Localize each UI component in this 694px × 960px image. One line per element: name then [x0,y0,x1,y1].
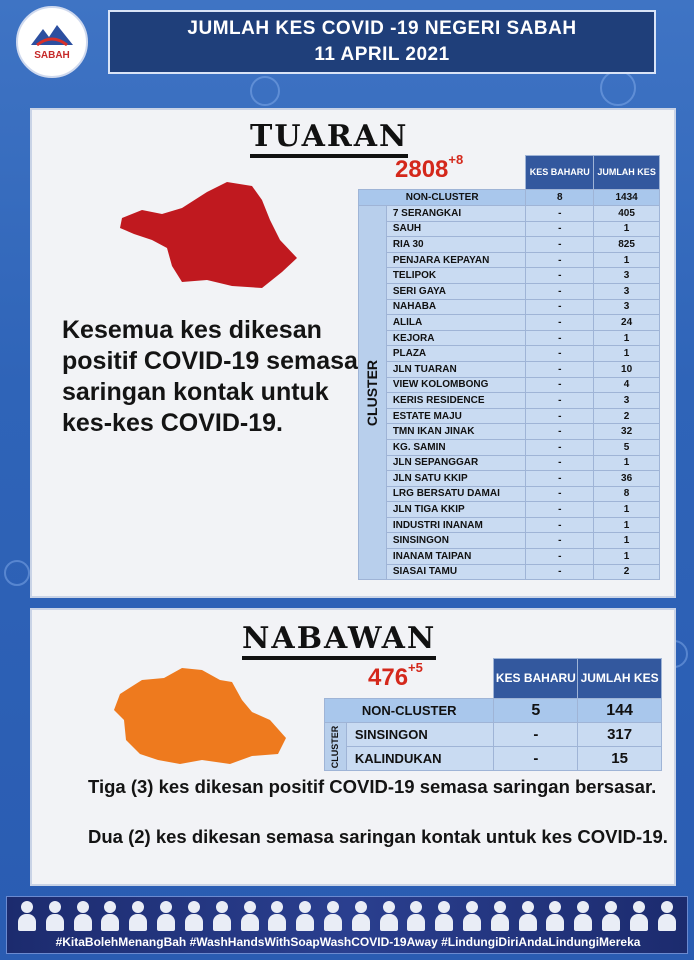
cluster-total: 15 [578,747,662,771]
nabawan-non-cluster-row [325,699,662,723]
frontliner-icon [545,901,565,931]
cluster-name: ALILA [386,315,526,331]
cluster-total: 1 [594,455,660,471]
frontliner-icon [629,901,649,931]
nabawan-col-new: KES BAHARU [494,659,578,699]
cluster-new: - [526,346,594,362]
table-row [359,346,660,362]
virus-decoration [600,70,636,106]
cluster-new: - [526,424,594,440]
cluster-name: 7 SERANGKAI [386,206,526,222]
table-row [359,237,660,253]
virus-decoration [250,76,280,106]
table-row [359,471,660,487]
non-cluster-new: 5 [494,699,578,723]
cluster-total: 1 [594,252,660,268]
nabawan-description-2: Dua (2) kes dikesan semasa saringan kontak untuk kes COVID-19. [88,826,668,847]
cluster-name: ESTATE MAJU [386,408,526,424]
cluster-name: SINSINGON [386,533,526,549]
nabawan-total-value: 476 [368,664,409,691]
cluster-total: 3 [594,283,660,299]
cluster-new: - [526,377,594,393]
table-row [359,283,660,299]
cluster-new: - [526,299,594,315]
cluster-name: LRG BERSATU DAMAI [386,486,526,502]
cluster-name: INANAM TAIPAN [386,549,526,565]
cluster-new: - [526,315,594,331]
cluster-name: JLN SATU KKIP [386,471,526,487]
non-cluster-total: 1434 [594,190,660,206]
cluster-name: SAUH [386,221,526,237]
cluster-name: KALINDUKAN [346,747,494,771]
frontliner-icon [240,901,260,931]
table-row [359,377,660,393]
logo-text: SABAH [34,50,70,61]
nabawan-new-value: +5 [408,660,423,675]
frontliner-icon [434,901,454,931]
cluster-new: - [526,533,594,549]
frontliner-icon [351,901,371,931]
table-row [359,424,660,440]
cluster-group-label [325,723,347,771]
non-cluster-label: NON-CLUSTER [325,699,494,723]
cluster-name: TMN IKAN JINAK [386,424,526,440]
frontliner-icon [17,901,37,931]
cluster-new: - [526,361,594,377]
cluster-total: 3 [594,299,660,315]
table-row [359,486,660,502]
table-row [359,252,660,268]
frontliner-icon [462,901,482,931]
table-row [359,408,660,424]
cluster-name: INDUSTRI INANAM [386,517,526,533]
nabawan-panel [30,608,676,886]
table-row [359,361,660,377]
frontliner-icon [184,901,204,931]
cluster-new: - [526,268,594,284]
cluster-total: 3 [594,393,660,409]
cluster-new: - [526,237,594,253]
cluster-name: JLN TIGA KKIP [386,502,526,518]
cluster-name: PLAZA [386,346,526,362]
tuaran-panel [30,108,676,598]
cluster-total: 405 [594,206,660,222]
cluster-name: NAHABA [386,299,526,315]
frontliner-icon [406,901,426,931]
cluster-total: 1 [594,517,660,533]
cluster-new: - [526,517,594,533]
cluster-label: CLUSTER [364,359,381,426]
table-row [359,268,660,284]
non-cluster-total: 144 [578,699,662,723]
header-title: JUMLAH KES COVID -19 NEGERI SABAH [187,18,577,39]
cluster-new: - [526,455,594,471]
cluster-name: KG. SAMIN [386,439,526,455]
frontliner-icon [128,901,148,931]
frontliner-icon [73,901,93,931]
tuaran-map-icon [112,170,312,290]
cluster-name: SINSINGON [346,723,494,747]
table-row [359,564,660,580]
cluster-name: KEJORA [386,330,526,346]
cluster-name: KERIS RESIDENCE [386,393,526,409]
cluster-new: - [526,393,594,409]
cluster-new: - [526,502,594,518]
cluster-total: 8 [594,486,660,502]
cluster-label: CLUSTER [330,725,341,768]
frontliner-icon [573,901,593,931]
cluster-total: 1 [594,533,660,549]
frontliner-icon [379,901,399,931]
frontliner-icon [45,901,65,931]
nabawan-title: NABAWAN [242,624,436,660]
cluster-total: 1 [594,221,660,237]
nabawan-description-1: Tiga (3) kes dikesan positif COVID-19 semasa saringan bersasar. [88,776,657,797]
cluster-new: - [526,549,594,565]
table-row [359,533,660,549]
cluster-name: TELIPOK [386,268,526,284]
cluster-new: - [526,439,594,455]
cluster-total: 5 [594,439,660,455]
footer-hashtags: #KitaBolehMenangBah #WashHandsWithSoapWashCOVID-19Away #LindungiDiriAndaLindungiMereka [55,935,641,949]
cluster-new: - [526,221,594,237]
tuaran-col-total: JUMLAH KES [594,156,660,190]
header-date: 11 APRIL 2021 [314,44,450,65]
cluster-total: 36 [594,471,660,487]
frontliner-icon [156,901,176,931]
tuaran-non-cluster-row [359,190,660,206]
table-row [359,455,660,471]
cluster-new: - [526,408,594,424]
cluster-group-label [359,206,387,580]
nabawan-map-icon [102,660,302,770]
cluster-name: SERI GAYA [386,283,526,299]
table-row [325,747,662,771]
table-row [359,517,660,533]
table-row [359,315,660,331]
virus-decoration [4,560,30,586]
frontliner-icon [295,901,315,931]
tuaran-new-value: +8 [448,152,464,167]
table-row [325,723,662,747]
frontliner-icon [212,901,232,931]
cluster-total: 317 [578,723,662,747]
tuaran-description: Kesemua kes dikesan positif COVID-19 semasa saringan kontak untuk kes-kes COVID-19. [62,316,358,437]
cluster-new: - [526,471,594,487]
table-row [359,221,660,237]
nabawan-table [324,658,662,771]
cluster-total: 10 [594,361,660,377]
frontliner-icon [657,901,677,931]
table-row [359,502,660,518]
cluster-new: - [494,723,578,747]
cluster-name: JLN SEPANGGAR [386,455,526,471]
table-row [359,206,660,222]
tuaran-title: TUARAN [250,122,408,158]
cluster-total: 825 [594,237,660,253]
cluster-total: 1 [594,346,660,362]
cluster-total: 2 [594,564,660,580]
page-header [108,10,656,74]
cluster-total: 32 [594,424,660,440]
footer-strip [6,896,688,954]
frontliner-icon [601,901,621,931]
cluster-name: VIEW KOLOMBONG [386,377,526,393]
table-row [359,393,660,409]
table-row [359,330,660,346]
tuaran-total-value: 2808 [395,156,449,183]
sabah-health-logo [16,6,88,78]
cluster-total: 3 [594,268,660,284]
cluster-name: JLN TUARAN [386,361,526,377]
cluster-new: - [526,564,594,580]
table-row [359,549,660,565]
tuaran-col-new: KES BAHARU [526,156,594,190]
cluster-total: 1 [594,330,660,346]
table-row [359,439,660,455]
frontliner-icon [100,901,120,931]
frontliner-icons [17,901,677,933]
frontliner-icon [267,901,287,931]
frontliner-icon [518,901,538,931]
cluster-new: - [526,252,594,268]
cluster-name: SIASAI TAMU [386,564,526,580]
non-cluster-label: NON-CLUSTER [359,190,526,206]
logo-emblem-icon [29,23,75,49]
cluster-name: RIA 30 [386,237,526,253]
frontliner-icon [490,901,510,931]
cluster-new: - [526,330,594,346]
cluster-new: - [526,486,594,502]
cluster-new: - [526,206,594,222]
cluster-total: 1 [594,502,660,518]
frontliner-icon [323,901,343,931]
nabawan-col-total: JUMLAH KES [578,659,662,699]
cluster-new: - [494,747,578,771]
tuaran-table [358,155,660,580]
non-cluster-new: 8 [526,190,594,206]
cluster-total: 4 [594,377,660,393]
table-row [359,299,660,315]
cluster-total: 24 [594,315,660,331]
cluster-name: PENJARA KEPAYAN [386,252,526,268]
cluster-total: 1 [594,549,660,565]
cluster-new: - [526,283,594,299]
cluster-total: 2 [594,408,660,424]
